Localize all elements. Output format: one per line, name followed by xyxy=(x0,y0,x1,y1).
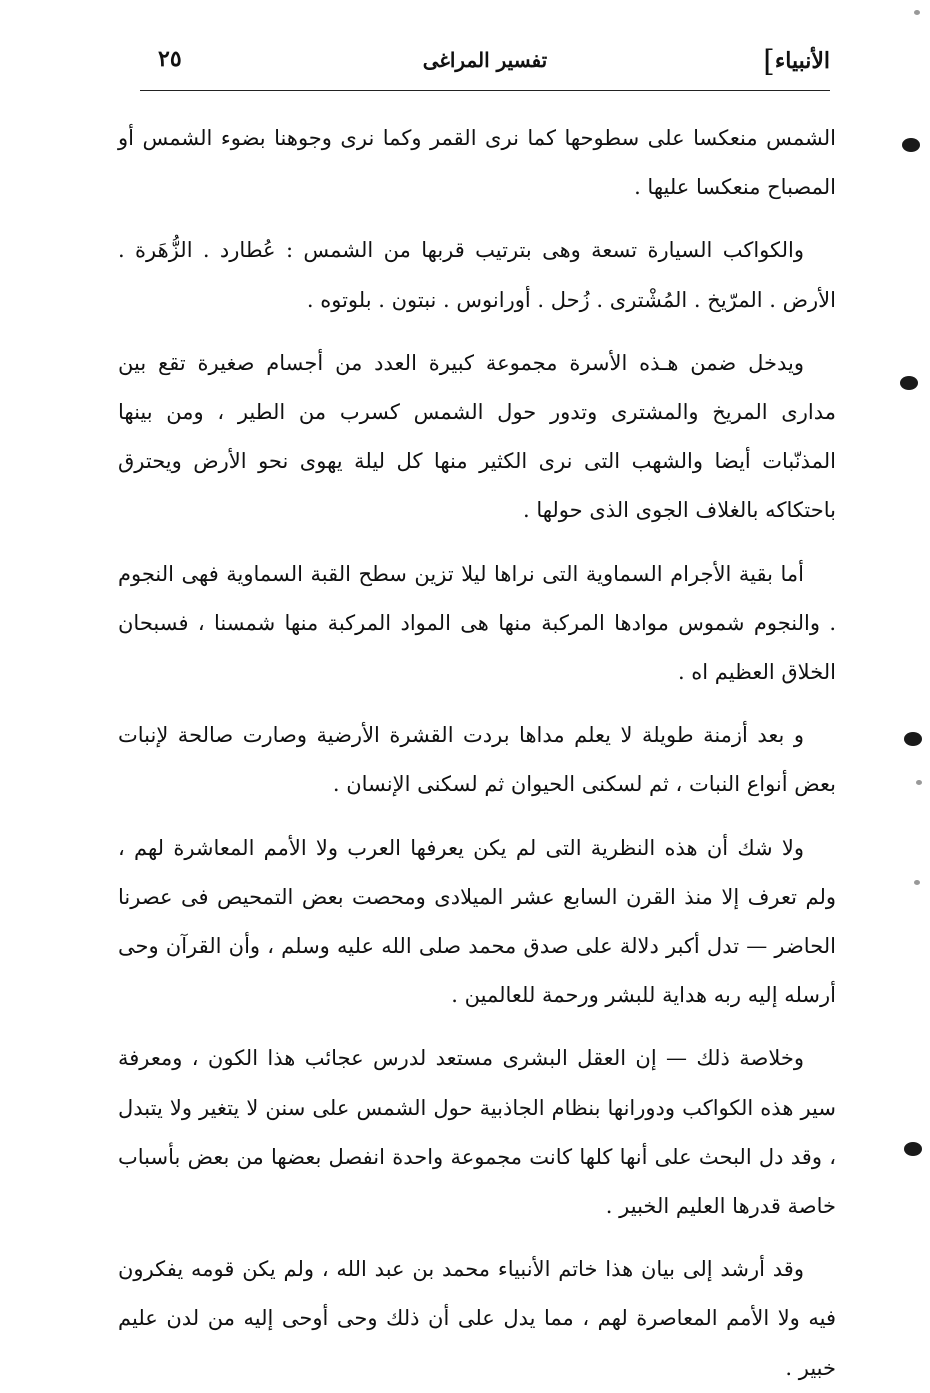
body-text xyxy=(118,114,836,1393)
paragraph: ويدخل ضمن هـذه الأسرة مجموعة كبيرة العدد من أجسام صغيرة تقع بين مدارى المريخ والمشترى وتدور حول الشمس كسرب من الطير ، ومن بينها المذنّبات أيضا والشهب التى نرى الكثير منها كل ليلة يهوى نحو الأرض ويحترق باحتكاكه بالغلاف الجوى الذى حولها . xyxy=(118,350,836,523)
book-title: تفسير المراغى xyxy=(422,48,548,72)
paragraph: الشمس منعكسا على سطوحها كما نرى القمر وكما نرى وجوهنا بضوء الشمس أو المصباح منعكسا عليها . xyxy=(118,126,836,200)
scan-speck xyxy=(904,1142,922,1156)
scan-speck xyxy=(900,376,918,390)
scan-speck xyxy=(916,780,922,785)
paragraph: وقد أرشد إلى بيان هذا خاتم الأنبياء محمد بن عبد الله ، ولم يكن قومه يفكرون فيه ولا الأمم المعاصرة لهم ، مما يدل على أن ذلك وحى أوحى إليه من لدن عليم خبير . xyxy=(118,1257,836,1380)
header-rule xyxy=(140,90,830,91)
paragraph: ولا شك أن هذه النظرية التى لم يكن يعرفها العرب ولا الأمم المعاشرة لهم ، ولم تعرف إلا منذ القرن السابع عشر الميلادى ومحصت بعض التمحيص فى عصرنا الحاضر — تدل أكبر دلالة على صدق محمد صلى الله عليه وسلم ، وأن القرآن وحى أرسله إليه ربه هداية للبشر ورحمة للعالمين . xyxy=(118,835,836,1008)
running-header xyxy=(140,38,830,88)
section-title: الأنبياء xyxy=(774,48,830,74)
scan-speck xyxy=(914,10,920,15)
paragraph: والكواكب السيارة تسعة وهى بترتيب قربها من الشمس : عُطارد . الزُّهَرة . الأرض . المرّيخ . المُشْترى . زُحل . أورانوس . نبتون . بلوتوه . xyxy=(118,238,836,312)
paragraph: و بعد أزمنة طويلة لا يعلم مداها بردت القشرة الأرضية وصارت صالحة لإنبات بعض أنواع النبات ، ثم لسكنى الحيوان ثم لسكنى الإنسان . xyxy=(118,723,836,797)
scan-speck xyxy=(904,732,922,746)
scan-speck xyxy=(902,138,920,152)
paragraph: وخلاصة ذلك — إن العقل البشرى مستعد لدرس عجائب هذا الكون ، ومعرفة سير هذه الكواكب ودورانها بنظام الجاذبية حول الشمس على سنن لا يتغير ولا يتبدل ، وقد دل البحث على أنها كلها كانت مجموعة واحدة انفصل بعضها من بعض بأسباب خاصة قدرها العليم الخبير . xyxy=(118,1046,836,1219)
paragraph: أما بقية الأجرام السماوية التى نراها ليلا تزين سطح القبة السماوية فهى النجوم . والنجوم شموس موادها المركبة منها هى المواد المركبة منها شمسنا ، فسبحان الخلاق العظيم اه . xyxy=(118,561,836,685)
scan-speck xyxy=(914,880,920,885)
header-bracket: ] xyxy=(763,44,775,79)
page-number: ٢٥ xyxy=(158,46,182,72)
